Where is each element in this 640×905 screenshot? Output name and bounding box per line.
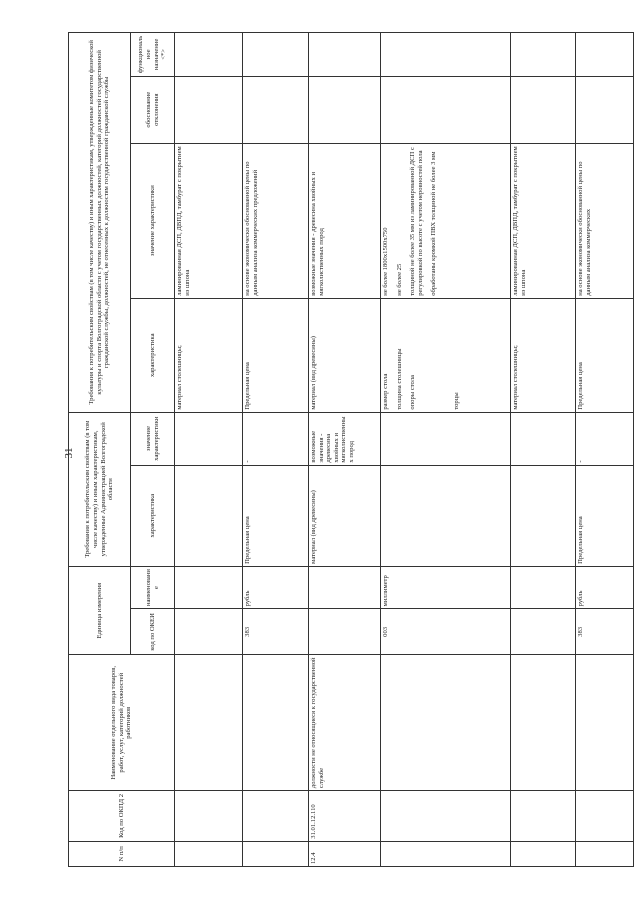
cell-code bbox=[175, 791, 243, 842]
cell-justification bbox=[243, 76, 309, 143]
cell-num bbox=[576, 841, 634, 866]
cell-name bbox=[511, 655, 576, 791]
cell-admin-value bbox=[511, 412, 576, 465]
cell-admin-char bbox=[175, 465, 243, 566]
cell-committee-char bbox=[381, 298, 511, 412]
cell-unit: миллиметр bbox=[381, 566, 511, 609]
cell-purpose bbox=[309, 33, 381, 77]
cell-justification bbox=[309, 76, 381, 143]
table-row bbox=[576, 33, 634, 867]
cell-name bbox=[576, 655, 634, 791]
table-row bbox=[309, 33, 381, 867]
cell-okei: 383 bbox=[576, 609, 634, 655]
cell-justification bbox=[511, 76, 576, 143]
cell-committee-value: возможные значения - древесина хвойных и мягколиственных пород bbox=[309, 143, 381, 298]
cell-purpose bbox=[511, 33, 576, 77]
header-okei: код по ОКЕИ bbox=[131, 609, 175, 655]
cell-unit bbox=[511, 566, 576, 609]
value-line: не более 25 bbox=[395, 263, 403, 296]
cell-admin-char: Предельная цена bbox=[243, 465, 309, 566]
cell-unit: рубль bbox=[243, 566, 309, 609]
cell-admin-value: - bbox=[576, 412, 634, 465]
cell-num: 12.4 bbox=[309, 841, 381, 866]
cell-unit: рубль bbox=[576, 566, 634, 609]
cell-code bbox=[243, 791, 309, 842]
cell-name bbox=[381, 655, 511, 791]
header-unit-group: Единица измерения bbox=[69, 566, 131, 655]
table-row bbox=[381, 33, 511, 867]
cell-okei: 383 bbox=[243, 609, 309, 655]
header-okpd: Код по ОКПД 2 bbox=[69, 791, 175, 842]
cell-committee-char: материал столешницы; bbox=[175, 298, 243, 412]
cell-name bbox=[243, 655, 309, 791]
table-row bbox=[243, 33, 309, 867]
cell-justification bbox=[576, 76, 634, 143]
header-name: Наименование отдельного вида товаров, работ, услуг, категорий должностей работников bbox=[69, 655, 175, 791]
cell-okei bbox=[175, 609, 243, 655]
header-purpose: функциональное назначение <*> bbox=[131, 33, 175, 77]
value-line: толщиной не более 35 мм из ламинированной ДСП с регулировкой по высоте с учетом неровностей пола bbox=[409, 147, 424, 296]
cell-committee-char: Предельная цена bbox=[576, 298, 634, 412]
cell-code bbox=[576, 791, 634, 842]
value-line: не более 1800х1500х750 bbox=[382, 227, 389, 296]
char-line: опоры стола bbox=[409, 375, 417, 410]
cell-code bbox=[511, 791, 576, 842]
cell-committee-value: ламинированная ДСП, ДВПД, тамбурат с покрытием из шпона bbox=[511, 143, 576, 298]
cell-code: 31.01.12.110 bbox=[309, 791, 381, 842]
cell-committee-char: Предельная цена bbox=[243, 298, 309, 412]
cell-code bbox=[381, 791, 511, 842]
cell-num bbox=[243, 841, 309, 866]
cell-okei bbox=[309, 609, 381, 655]
cell-num bbox=[511, 841, 576, 866]
cell-admin-char: материал (вид древесины) bbox=[309, 465, 381, 566]
cell-okei: 003 bbox=[381, 609, 511, 655]
table-row bbox=[175, 33, 243, 867]
cell-committee-value: на основе экономически обоснованной цены по данным анализа коммерческих предложений bbox=[243, 143, 309, 298]
cell-num bbox=[381, 841, 511, 866]
cell-num bbox=[175, 841, 243, 866]
cell-committee-value: на основе экономически обоснованной цены по данным анализа коммерческих bbox=[576, 143, 634, 298]
cell-committee-value bbox=[381, 143, 511, 298]
cell-okei bbox=[511, 609, 576, 655]
cell-purpose bbox=[243, 33, 309, 77]
cell-unit bbox=[309, 566, 381, 609]
cell-committee-value: ламинированная ДСП, ДВПД, тамбурат с покрытием из шпона bbox=[175, 143, 243, 298]
header-committee-char: характеристика bbox=[131, 298, 175, 412]
header-unit-name: наименование bbox=[131, 566, 175, 609]
header-committee-group: Требования к потребительским свойствам (в том числе качеству) и иным характеристикам, утвержденные комитетом физической культуры и спорта Волгоградской области с учетом государственных должностей, категорий должностей государственной гражданской службы, должностей, не отнесенных к должностям государственной гражданской службы bbox=[69, 33, 131, 413]
value-line: обработаны кромкой ПВХ толщиной не более 3 мм bbox=[430, 151, 438, 296]
cell-admin-value: возможные значения - древесина хвойных и мягколиственных пород bbox=[309, 412, 381, 465]
table-row bbox=[511, 33, 576, 867]
cell-committee-char: материал (вид древесины) bbox=[309, 298, 381, 412]
header-admin-char: характеристика bbox=[131, 465, 175, 566]
char-line: торцы bbox=[452, 392, 460, 410]
cell-unit bbox=[175, 566, 243, 609]
char-line: толщина столешницы bbox=[395, 348, 403, 410]
cell-justification bbox=[381, 76, 511, 143]
header-admin-value: значение характеристики bbox=[131, 412, 175, 465]
cell-admin-value bbox=[381, 412, 511, 465]
cell-admin-value bbox=[175, 412, 243, 465]
page-number: 31 bbox=[63, 447, 75, 459]
cell-name: должности не относящиеся к государственной службе bbox=[309, 655, 381, 791]
cell-purpose bbox=[381, 33, 511, 77]
cell-name bbox=[175, 655, 243, 791]
char-line: размер стола bbox=[382, 373, 389, 410]
cell-committee-char: материал столешницы; bbox=[511, 298, 576, 412]
cell-admin-char bbox=[381, 465, 511, 566]
cell-admin-value: - bbox=[243, 412, 309, 465]
cell-justification bbox=[175, 76, 243, 143]
cell-admin-char bbox=[511, 465, 576, 566]
header-justification: обоснование отклонения bbox=[131, 76, 175, 143]
cell-purpose bbox=[576, 33, 634, 77]
header-num: N п/п bbox=[69, 841, 175, 866]
requirements-table bbox=[68, 32, 634, 867]
header-admin-group: Требования к потребительским свойствам (в том числе качеству) и иным характеристикам, утвержденные Администрацией Волгоградской области bbox=[69, 412, 131, 566]
cell-admin-char: Предельная цена bbox=[576, 465, 634, 566]
header-committee-value: значение характеристики bbox=[131, 143, 175, 298]
cell-purpose bbox=[175, 33, 243, 77]
